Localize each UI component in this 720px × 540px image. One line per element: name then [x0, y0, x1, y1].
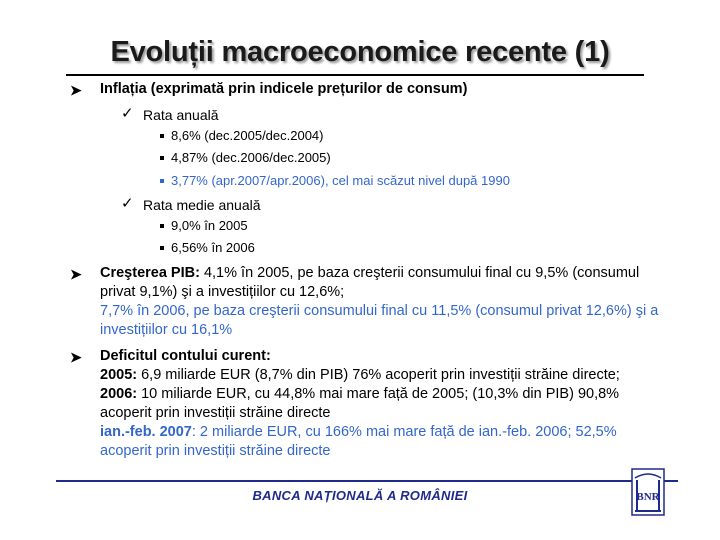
- annual-rate-item: 8,6% (dec.2005/dec.2004): [171, 128, 324, 143]
- footer-bank-name: BANCA NAȚIONALĂ A ROMÂNIEI: [252, 488, 468, 503]
- title-divider: [66, 74, 644, 76]
- deficit-2007-text: : 2 miliarde EUR, cu 166% mai mare față de ian.-feb. 2006; 52,5% acoperit prin investiții străine directe: [100, 424, 617, 459]
- square-bullet-icon: [160, 246, 164, 250]
- arrow-bullet-icon: ➤: [70, 349, 82, 365]
- annual-rate-label: Rata anuală: [143, 107, 219, 123]
- inflation-heading: [100, 80, 660, 99]
- deficit-2006-text: 10 miliarde EUR, cu 44,8% mai mare față de 2005; (10,3% din PIB) 90,8% acoperit prin investiții străine directe: [100, 386, 620, 421]
- annual-rate-item: 3,77% (apr.2007/apr.2006), cel mai scăzut nivel după 1990: [171, 173, 510, 188]
- square-bullet-icon: [160, 134, 164, 138]
- arrow-bullet-icon: ➤: [70, 266, 82, 282]
- average-rate-item: 6,56% în 2006: [171, 240, 255, 255]
- checkmark-icon: ✓: [121, 105, 134, 122]
- footer-divider: [56, 480, 678, 482]
- square-bullet-icon: [160, 224, 164, 228]
- square-bullet-icon: [160, 179, 164, 183]
- average-rate-label: Rata medie anuală: [143, 197, 261, 213]
- slide-title: Evoluții macroeconomice recente (1): [110, 36, 610, 68]
- deficit-2007-label: ian.-feb. 2007: [100, 424, 192, 440]
- deficit-2005-label: 2005:: [100, 367, 138, 383]
- gdp-text-2006: 7,7% în 2006, pe baza creşterii consumului final cu 11,5% (consumul privat 12,6%) şi a investițiilor cu 16,1%: [100, 303, 659, 338]
- logo-letters: BNR: [636, 491, 660, 503]
- gdp-paragraph: [100, 264, 660, 340]
- bnr-logo-icon: [631, 468, 665, 516]
- square-bullet-icon: [160, 156, 164, 160]
- deficit-2005-text: 6,9 miliarde EUR (8,7% din PIB) 76% acoperit prin investiții străine directe;: [137, 367, 620, 383]
- deficit-paragraph: [100, 347, 660, 461]
- gdp-heading: Creşterea PIB:: [100, 265, 200, 281]
- checkmark-icon: ✓: [121, 195, 134, 212]
- deficit-2006-label: 2006:: [100, 386, 138, 402]
- average-rate-item: 9,0% în 2005: [171, 218, 248, 233]
- annual-rate-item: 4,87% (dec.2006/dec.2005): [171, 150, 331, 165]
- deficit-heading: Deficitul contului curent:: [100, 348, 271, 364]
- arrow-bullet-icon: ➤: [70, 82, 82, 98]
- gdp-text-2005: 4,1% în 2005, pe baza creşterii consumului final cu 9,5% (consumul privat 9,1%) şi a investițiilor cu 12,6%;: [100, 265, 640, 300]
- inflation-heading-text: Inflația (exprimată prin indicele prețurilor de consum): [100, 81, 468, 97]
